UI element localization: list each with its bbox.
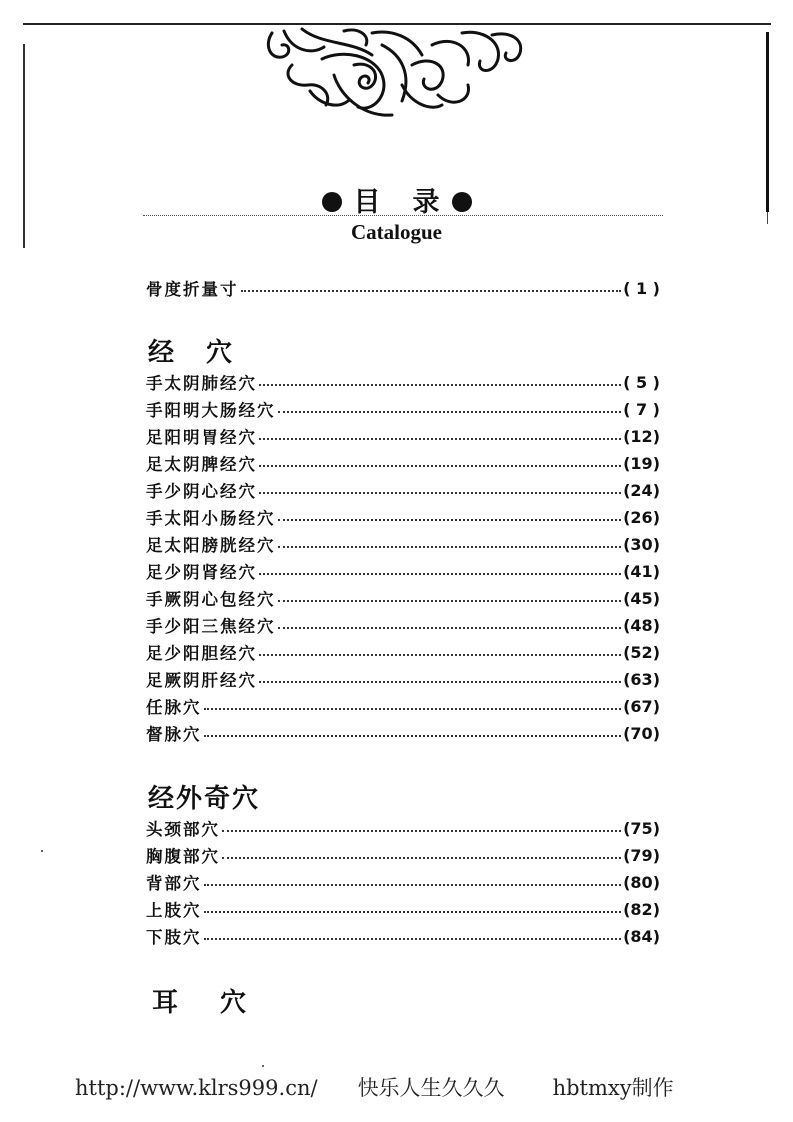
toc-entry-page: (48): [623, 615, 660, 635]
toc-entry-page: (52): [623, 642, 660, 662]
footer-credit: hbtmxy制作: [552, 1076, 674, 1100]
toc-entry-label: 足太阴脾经穴: [146, 455, 257, 474]
toc-entry-label: 手太阴肺经穴: [146, 374, 257, 393]
dot-leader: [259, 492, 621, 494]
bullet-icon: [322, 192, 342, 212]
toc-entry-page: (82): [623, 899, 660, 919]
toc-entry[interactable]: [146, 924, 660, 948]
floral-ornament-icon: [262, 25, 528, 119]
dot-leader: [259, 573, 621, 575]
section-heading-erxue: [152, 982, 248, 1019]
section-heading-jingwaiqixue: 经外奇穴: [148, 784, 261, 814]
dot-leader: [278, 627, 622, 629]
toc-entry-page: (63): [623, 669, 660, 689]
toc-entry-label: 手厥阴心包经穴: [146, 590, 276, 609]
toc-entry[interactable]: [146, 370, 660, 394]
scan-speck: [41, 850, 43, 852]
toc-entry[interactable]: [146, 276, 660, 300]
dot-leader: [278, 519, 622, 521]
dot-leader: [222, 830, 621, 832]
toc-entry[interactable]: [146, 532, 660, 556]
footer: [75, 1072, 674, 1102]
toc-entry-label: 下肢穴: [146, 928, 202, 947]
heading-char: 穴: [220, 988, 249, 1018]
dot-leader: [278, 546, 622, 548]
dot-leader: [204, 938, 622, 940]
dot-leader: [204, 911, 622, 913]
toc-entry[interactable]: [146, 721, 660, 745]
dot-leader: [259, 438, 621, 440]
toc-entry-page: (30): [623, 534, 660, 554]
dot-leader: [204, 735, 622, 737]
footer-url[interactable]: http://www.klrs999.cn/: [75, 1076, 318, 1100]
page-subtitle: Catalogue: [351, 220, 442, 244]
toc-entry-label: 手太阳小肠经穴: [146, 509, 276, 528]
toc-entry-label: 足少阳胆经穴: [146, 644, 257, 663]
toc-entry[interactable]: [146, 694, 660, 718]
toc-entry-label: 胸腹部穴: [146, 847, 220, 866]
toc-entry[interactable]: [146, 897, 660, 921]
dot-leader: [259, 384, 621, 386]
heading-char: 穴: [206, 338, 235, 368]
toc-entry-page: (41): [623, 561, 660, 581]
toc-entry-page: (45): [623, 588, 660, 608]
toc-entry-page: ( 1 ): [623, 278, 660, 298]
dot-leader: [278, 600, 622, 602]
footer-slogan: 快乐人生久久久: [357, 1076, 505, 1100]
toc-entry-page: ( 7 ): [623, 399, 660, 419]
toc-entry-label: 足阳明胃经穴: [146, 428, 257, 447]
dot-leader: [204, 884, 622, 886]
toc-entry-label: 骨度折量寸: [146, 280, 239, 299]
toc-entry-page: ( 5 ): [623, 372, 660, 392]
toc-entry-page: (75): [623, 818, 660, 838]
dot-leader: [259, 654, 621, 656]
dot-leader: [259, 681, 621, 683]
toc-entry-page: (26): [623, 507, 660, 527]
toc-entry[interactable]: [146, 613, 660, 637]
toc-entry[interactable]: [146, 640, 660, 664]
toc-entry[interactable]: [146, 559, 660, 583]
title-divider: [143, 215, 663, 216]
toc-entry[interactable]: [146, 478, 660, 502]
toc-entry-label: 手少阳三焦经穴: [146, 617, 276, 636]
toc-entry-label: 背部穴: [146, 874, 202, 893]
toc-entry-page: (24): [623, 480, 660, 500]
toc-entry-page: (84): [623, 926, 660, 946]
section-heading-jingxue: [148, 332, 234, 369]
toc-entry[interactable]: [146, 816, 660, 840]
title-char-2: 录: [412, 187, 440, 218]
toc-entry[interactable]: [146, 586, 660, 610]
toc-entry-label: 手阳明大肠经穴: [146, 401, 276, 420]
bullet-icon: [452, 192, 472, 212]
title-char-1: 目: [353, 187, 381, 218]
dot-leader: [222, 857, 621, 859]
toc-entry-label: 督脉穴: [146, 725, 202, 744]
heading-char: 耳: [152, 988, 181, 1018]
toc-entry-label: 足少阴肾经穴: [146, 563, 257, 582]
toc-entry-page: (80): [623, 872, 660, 892]
toc-entry-page: (67): [623, 696, 660, 716]
toc-entry-page: (70): [623, 723, 660, 743]
toc-entry-label: 任脉穴: [146, 698, 202, 717]
page-title: [0, 180, 793, 219]
toc-entry[interactable]: [146, 870, 660, 894]
toc-entry[interactable]: [146, 451, 660, 475]
toc-entry-page: (19): [623, 453, 660, 473]
toc-entry-label: 足厥阴肝经穴: [146, 671, 257, 690]
dot-leader: [278, 411, 622, 413]
heading-char: 经: [148, 338, 177, 368]
toc-entry-label: 上肢穴: [146, 901, 202, 920]
dot-leader: [259, 465, 621, 467]
toc-entry-label: 足太阳膀胱经穴: [146, 536, 276, 555]
toc-entry[interactable]: [146, 397, 660, 421]
toc-entry[interactable]: [146, 424, 660, 448]
toc-entry[interactable]: [146, 667, 660, 691]
toc-entry-label: 手少阴心经穴: [146, 482, 257, 501]
toc-entry[interactable]: [146, 843, 660, 867]
toc-entry[interactable]: [146, 505, 660, 529]
scan-speck: [262, 1065, 264, 1067]
toc-entry-page: (12): [623, 426, 660, 446]
toc-entry-page: (79): [623, 845, 660, 865]
toc-entry-label: 头颈部穴: [146, 820, 220, 839]
dot-leader: [204, 708, 622, 710]
dot-leader: [241, 290, 622, 292]
